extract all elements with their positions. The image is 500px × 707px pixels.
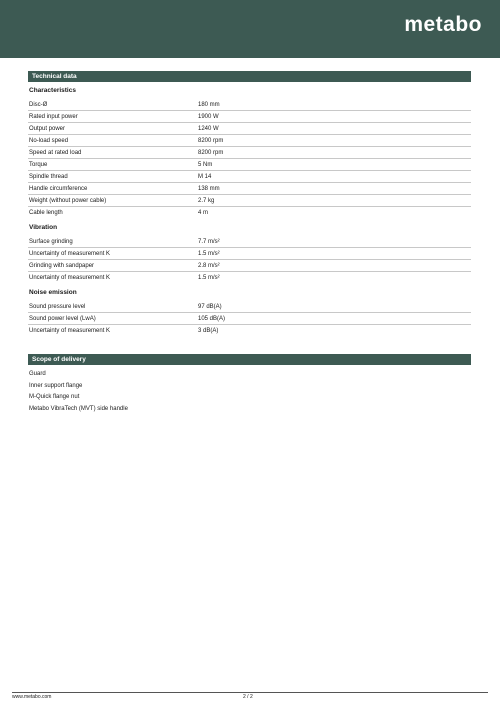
list-item: Inner support flange (29, 383, 83, 389)
row-label: Torque (29, 162, 48, 168)
row-value: 3 dB(A) (198, 328, 219, 334)
table-row (28, 248, 471, 260)
row-label: Cable length (29, 210, 63, 216)
row-value: 1.5 m/s² (198, 275, 220, 281)
row-label: Output power (29, 126, 66, 132)
table-row (28, 260, 471, 272)
table-row (28, 147, 471, 159)
list-item: Metabo VibraTech (MVT) side handle (29, 406, 128, 412)
row-label: Sound power level (LwA) (29, 316, 96, 322)
row-label: Handle circumference (29, 186, 88, 192)
metabo-logo: metabo (404, 13, 482, 36)
row-label: Uncertainty of measurement K (29, 328, 111, 334)
table-row (28, 195, 471, 207)
page-number: 2 / 2 (243, 694, 253, 700)
row-value: 180 mm (198, 102, 220, 108)
list-item: M-Quick flange nut (29, 394, 80, 400)
table-row (28, 325, 471, 337)
row-value: 8200 rpm (198, 150, 224, 156)
row-label: Spindle thread (29, 174, 68, 180)
table-row (28, 111, 471, 123)
table-row (28, 272, 471, 284)
row-label: Uncertainty of measurement K (29, 251, 111, 257)
table-row (28, 159, 471, 171)
row-value: 4 m (198, 210, 209, 216)
row-value: 8200 rpm (198, 138, 224, 144)
row-value: 2.7 kg (198, 198, 215, 204)
table-row (28, 123, 471, 135)
row-value: 105 dB(A) (198, 316, 226, 322)
row-value: 1240 W (198, 126, 219, 132)
vibration-heading: Vibration (29, 224, 58, 231)
row-value: 138 mm (198, 186, 220, 192)
row-label: Disc-Ø (29, 102, 48, 108)
row-label: Grinding with sandpaper (29, 263, 95, 269)
table-row (28, 99, 471, 111)
footer-divider (12, 692, 488, 693)
list-item: Guard (29, 371, 46, 377)
noise-emission-heading: Noise emission (29, 289, 77, 296)
row-label: Sound pressure level (29, 304, 86, 310)
table-row (28, 171, 471, 183)
table-row (28, 301, 471, 313)
row-value: 1.5 m/s² (198, 251, 220, 257)
table-row (28, 207, 471, 219)
row-label: Rated input power (29, 114, 78, 120)
row-label: Surface grinding (29, 239, 73, 245)
table-row (28, 313, 471, 325)
row-label: Speed at rated load (29, 150, 82, 156)
technical-data-header: Technical data (28, 71, 471, 82)
row-label: Uncertainty of measurement K (29, 275, 111, 281)
row-value: 7.7 m/s² (198, 239, 220, 245)
table-row (28, 236, 471, 248)
row-label: No-load speed (29, 138, 69, 144)
page-header (0, 0, 500, 58)
row-value: 97 dB(A) (198, 304, 222, 310)
row-value: 5 Nm (198, 162, 213, 168)
row-value: M 14 (198, 174, 212, 180)
row-label: Weight (without power cable) (29, 198, 107, 204)
characteristics-heading: Characteristics (29, 87, 76, 94)
table-row (28, 135, 471, 147)
scope-of-delivery-header: Scope of delivery (28, 354, 471, 365)
footer-url: www.metabo.com (12, 694, 52, 700)
row-value: 1900 W (198, 114, 219, 120)
table-row (28, 183, 471, 195)
row-value: 2.8 m/s² (198, 263, 220, 269)
